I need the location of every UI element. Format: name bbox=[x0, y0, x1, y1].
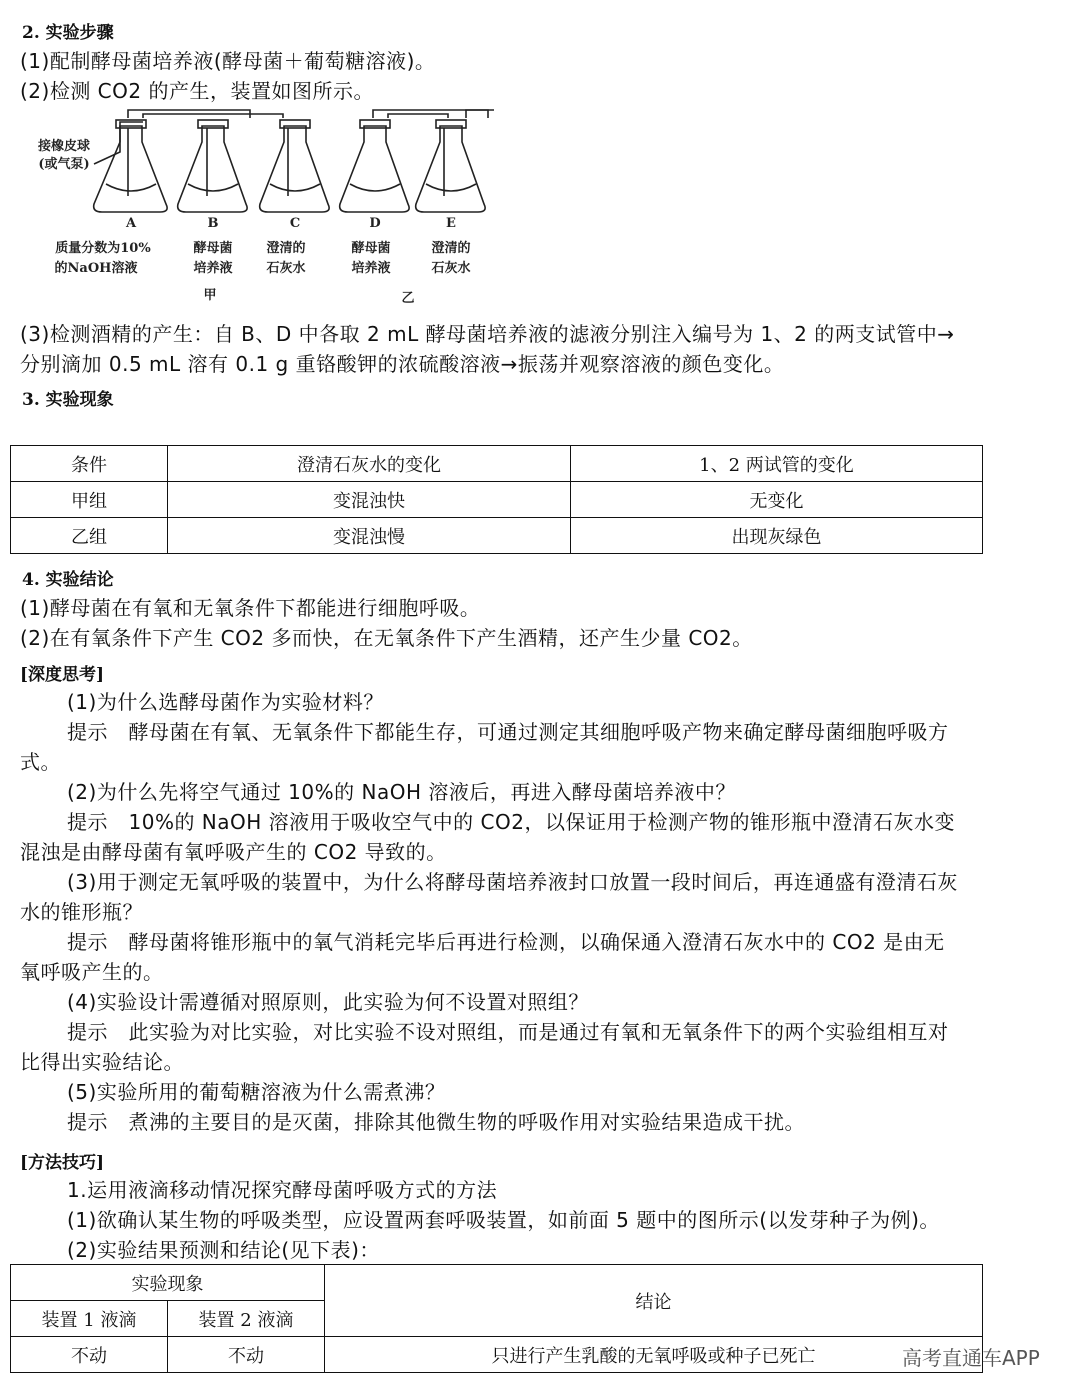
question-4: (4)实验设计需遵循对照原则，此实验为何不设置对照组？ bbox=[67, 990, 589, 1014]
header-phenomenon: 实验现象 bbox=[11, 1265, 325, 1301]
step-1: (1)配制酵母菌培养液(酵母菌＋葡萄糖溶液)。 bbox=[20, 49, 436, 73]
question-5: (5)实验所用的葡萄糖溶液为什么需煮沸？ bbox=[67, 1080, 446, 1104]
question-2: (2)为什么先将空气通过 10%的 NaOH 溶液后，再进入酵母菌培养液中？ bbox=[67, 780, 736, 804]
pump-label-2: (或气泵) bbox=[38, 157, 90, 172]
flask-a-label-1: 质量分数为10% bbox=[55, 241, 151, 256]
cell: 变混浊快 bbox=[168, 482, 571, 518]
cell: 变混浊慢 bbox=[168, 518, 571, 554]
flask-a-letter: A bbox=[125, 216, 137, 231]
phenomenon-table bbox=[10, 445, 983, 554]
flask-c-letter: C bbox=[289, 216, 301, 231]
flask-d-label-2: 培养液 bbox=[351, 261, 391, 276]
flask-d-letter: D bbox=[369, 216, 381, 231]
flask-e-label-2: 石灰水 bbox=[431, 261, 471, 276]
header-conclusion: 结论 bbox=[325, 1265, 983, 1337]
conclusion-1: (1)酵母菌在有氧和无氧条件下都能进行细胞呼吸。 bbox=[20, 596, 481, 620]
answer-4-line-1: 提示 此实验为对比实验，对比实验不设对照组，而是通过有氧和无氧条件下的两个实验组相互对 bbox=[67, 1020, 949, 1044]
group-yi-label: 乙 bbox=[401, 291, 415, 306]
deep-thinking-title: [深度思考] bbox=[20, 665, 105, 685]
step-2: (2)检测 CO2 的产生，装置如图所示。 bbox=[20, 79, 374, 103]
cell: 不动 bbox=[11, 1337, 168, 1373]
method-3: (2)实验结果预测和结论(见下表)： bbox=[67, 1238, 380, 1262]
question-3-line-1: (3)用于测定无氧呼吸的装置中，为什么将酵母菌培养液封口放置一段时间后，再连通盛有澄清石灰 bbox=[67, 870, 958, 894]
section-2-title: 2. 实验步骤 bbox=[22, 23, 114, 43]
answer-1-line-2: 式。 bbox=[20, 750, 61, 774]
apparatus-diagram bbox=[28, 106, 498, 310]
flask-c-label-2: 石灰水 bbox=[266, 261, 306, 276]
question-1: (1)为什么选酵母菌作为实验材料？ bbox=[67, 690, 384, 714]
flask-b-letter: B bbox=[207, 216, 219, 231]
answer-3-line-2: 氧呼吸产生的。 bbox=[20, 960, 164, 984]
header-device-2: 装置 2 液滴 bbox=[168, 1301, 325, 1337]
method-1: 1.运用液滴移动情况探究酵母菌呼吸方式的方法 bbox=[67, 1178, 498, 1202]
flask-e-letter: E bbox=[446, 216, 456, 231]
cell: 出现灰绿色 bbox=[571, 518, 983, 554]
table-row bbox=[11, 1337, 983, 1373]
table-row bbox=[11, 518, 983, 554]
header-condition: 条件 bbox=[11, 446, 168, 482]
flask-e-label-1: 澄清的 bbox=[431, 241, 471, 256]
answer-4-line-2: 比得出实验结论。 bbox=[20, 1050, 184, 1074]
section-3-title: 3. 实验现象 bbox=[22, 390, 114, 410]
flask-b-label-2: 培养液 bbox=[193, 261, 233, 276]
result-table bbox=[10, 1264, 983, 1373]
header-tubes: 1、2 两试管的变化 bbox=[571, 446, 983, 482]
flask-c-label-1: 澄清的 bbox=[266, 241, 306, 256]
answer-1-line-1: 提示 酵母菌在有氧、无氧条件下都能生存，可通过测定其细胞呼吸产物来确定酵母菌细胞呼吸方 bbox=[67, 720, 949, 744]
answer-2-line-2: 混浊是由酵母菌有氧呼吸产生的 CO2 导致的。 bbox=[20, 840, 447, 864]
cell: 不动 bbox=[168, 1337, 325, 1373]
flask-a-label-2: 的NaOH溶液 bbox=[54, 261, 138, 276]
section-4-title: 4. 实验结论 bbox=[22, 570, 114, 590]
header-limewater: 澄清石灰水的变化 bbox=[168, 446, 571, 482]
cell: 乙组 bbox=[11, 518, 168, 554]
flask-d-label-1: 酵母菌 bbox=[351, 241, 391, 256]
step-3-line-2: 分别滴加 0.5 mL 溶有 0.1 g 重铬酸钾的浓硫酸溶液→振荡并观察溶液的颜色变化。 bbox=[20, 352, 785, 376]
cell: 无变化 bbox=[571, 482, 983, 518]
header-device-1: 装置 1 液滴 bbox=[11, 1301, 168, 1337]
method-2: (1)欲确认某生物的呼吸类型，应设置两套呼吸装置，如前面 5 题中的图所示(以发芽种子为例)。 bbox=[67, 1208, 940, 1232]
step-3-line-1: (3)检测酒精的产生：自 B、D 中各取 2 mL 酵母菌培养液的滤液分别注入编号为 1、2 的两支试管中→ bbox=[20, 322, 955, 346]
cell: 只进行产生乳酸的无氧呼吸或种子已死亡 bbox=[325, 1337, 983, 1373]
answer-3-line-1: 提示 酵母菌将锥形瓶中的氧气消耗完毕后再进行检测，以确保通入澄清石灰水中的 CO2 是由无 bbox=[67, 930, 945, 954]
method-title: [方法技巧] bbox=[20, 1153, 105, 1173]
answer-5: 提示 煮沸的主要目的是灭菌，排除其他微生物的呼吸作用对实验结果造成干扰。 bbox=[67, 1110, 805, 1134]
watermark: 高考直通车APP bbox=[902, 1346, 1040, 1370]
pump-label-1: 接橡皮球 bbox=[37, 139, 91, 154]
cell: 甲组 bbox=[11, 482, 168, 518]
flask-b-label-1: 酵母菌 bbox=[193, 241, 233, 256]
group-jia-label: 甲 bbox=[203, 288, 217, 303]
question-3-line-2: 水的锥形瓶？ bbox=[20, 900, 143, 924]
conclusion-2: (2)在有氧条件下产生 CO2 多而快，在无氧条件下产生酒精，还产生少量 CO2。 bbox=[20, 626, 753, 650]
table-row bbox=[11, 482, 983, 518]
answer-2-line-1: 提示 10%的 NaOH 溶液用于吸收空气中的 CO2，以保证用于检测产物的锥形瓶中澄清石灰水变 bbox=[67, 810, 955, 834]
